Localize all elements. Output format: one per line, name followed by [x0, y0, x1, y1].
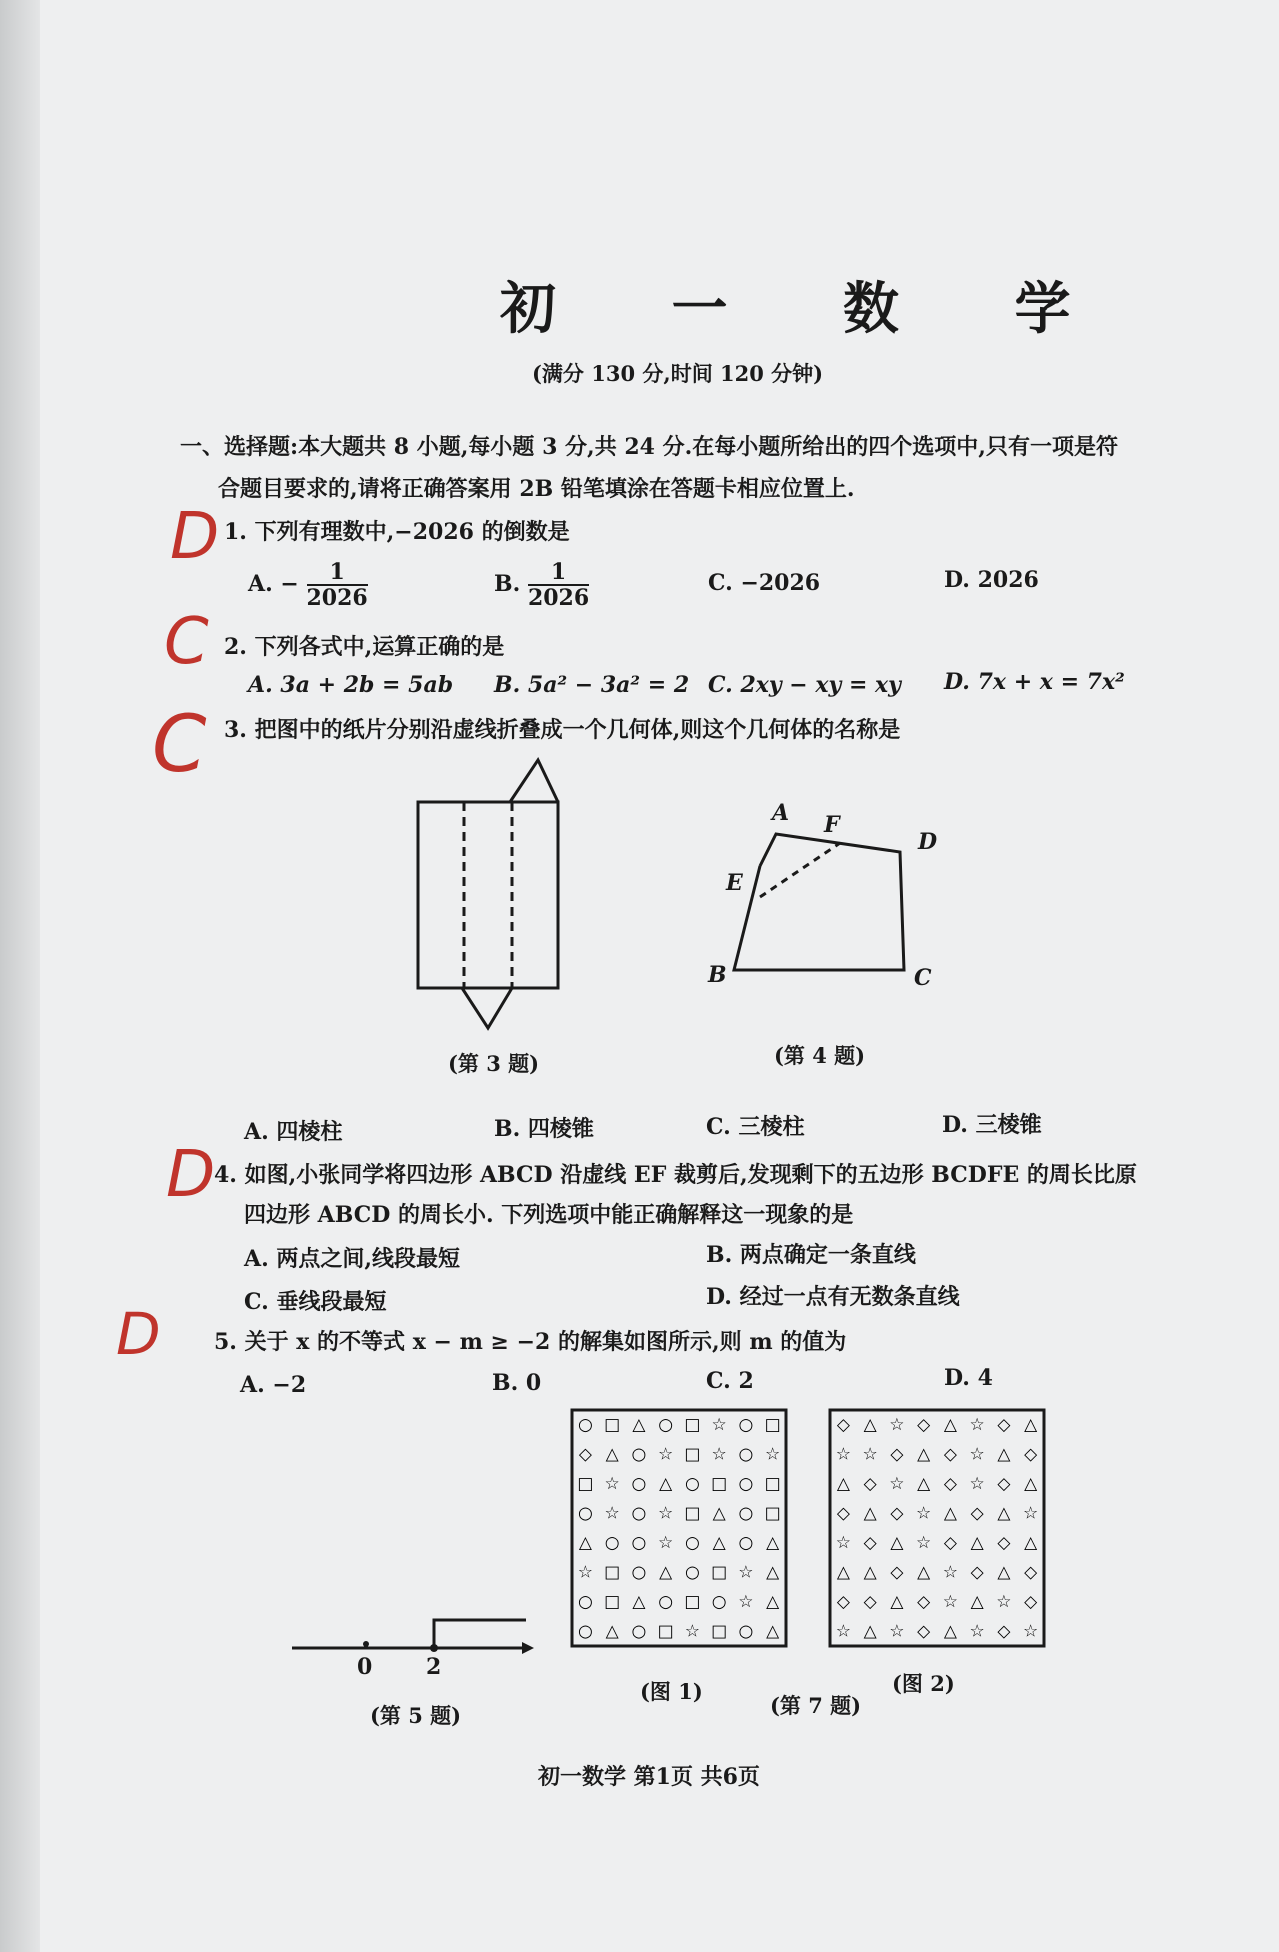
q7-grid2-cell: △ [943, 1621, 957, 1642]
q7-grid2-cell: △ [1024, 1473, 1038, 1494]
q7-grid1-cell: □ [684, 1414, 701, 1435]
q7-grid1-cell: ☆ [711, 1414, 727, 1435]
q3-option-d: D. 三棱锥 [942, 1112, 1042, 1138]
q7-grid2-cell: △ [943, 1414, 957, 1435]
q5-axis-label-2: 2 [426, 1654, 442, 1680]
q7-grid2-cell: ◇ [1024, 1562, 1038, 1583]
q7-grid1-cell: □ [764, 1414, 781, 1435]
q7-grid2-cell: ◇ [970, 1562, 984, 1583]
q7-grid1-cell: ○ [658, 1414, 674, 1435]
q7-grid1-cell: □ [684, 1591, 701, 1612]
q7-grid1-cell: ○ [711, 1591, 727, 1612]
q5-option-c: C. 2 [706, 1368, 754, 1394]
q4-option-c: C. 垂线段最短 [244, 1289, 387, 1315]
q7-grid2-cell: ◇ [917, 1414, 931, 1435]
q7-grid2-cell: △ [917, 1562, 931, 1583]
q7-figure1-caption: (图 1) [640, 1679, 703, 1704]
q7-grid2-cell: △ [997, 1562, 1011, 1583]
q7-grid1-cell: ○ [738, 1444, 754, 1465]
page-subtitle: (满分 130 分,时间 120 分钟) [532, 361, 824, 386]
q7-grid1-cell: ◇ [578, 1444, 592, 1465]
q7-grid2-cell: △ [890, 1532, 904, 1553]
q7-grid1-cell: △ [605, 1444, 619, 1465]
q4-option-d: D. 经过一点有无数条直线 [706, 1284, 960, 1310]
q7-grid2-cell: ◇ [943, 1473, 957, 1494]
q7-grid1-cell: ☆ [658, 1532, 674, 1553]
q7-grid1-cell: ☆ [604, 1503, 620, 1524]
q7-grid1-cell: △ [659, 1562, 673, 1583]
q7-grid1-cell: ○ [631, 1503, 647, 1524]
q7-grid2-cell: ◇ [970, 1503, 984, 1524]
q7-grid1-cell: ☆ [577, 1562, 593, 1583]
q2-option-c: C. 2xy − xy = xy [708, 672, 901, 698]
q2-option-b: B. 5a² − 3a² = 2 [494, 672, 690, 698]
q2-option-d: D. 7x + x = 7x² [944, 669, 1125, 695]
q7-grid2-cell: △ [917, 1444, 931, 1465]
q7-grid2-cell: ☆ [889, 1473, 905, 1494]
q7-grid2-cell: ◇ [1024, 1591, 1038, 1612]
q7-grid2-cell: ☆ [942, 1591, 958, 1612]
q7-grid1-cell: △ [712, 1503, 726, 1524]
q5-figure-caption: (第 5 题) [370, 1703, 462, 1728]
q7-grid2-cell: ◇ [836, 1591, 850, 1612]
q5-handwritten-mark: D [116, 1300, 161, 1368]
q7-grid2-cell: ◇ [997, 1532, 1011, 1553]
q7-grid2-cell: ☆ [969, 1473, 985, 1494]
q7-grid2-cell: △ [863, 1414, 877, 1435]
q4-figure-caption: (第 4 题) [774, 1043, 866, 1068]
q7-grid2-cell: ☆ [889, 1621, 905, 1642]
q7-grid1-cell: △ [632, 1414, 646, 1435]
q7-grid1-cell: △ [712, 1532, 726, 1553]
q3-option-a: A. 四棱柱 [244, 1119, 343, 1145]
q7-grid2-cell: △ [997, 1503, 1011, 1524]
q7-grid2-cell: ◇ [917, 1591, 931, 1612]
q7-grid1-cell: ☆ [765, 1444, 781, 1465]
q7-grid1-cell: ○ [684, 1473, 700, 1494]
q7-grid1-cell: □ [604, 1591, 621, 1612]
q1-option-c: C. −2026 [708, 570, 821, 596]
q7-grid1-cell: ○ [738, 1532, 754, 1553]
q3-option-c: C. 三棱柱 [706, 1114, 805, 1140]
q7-grid1-cell: ○ [577, 1621, 593, 1642]
q7-grid1-cell: □ [684, 1444, 701, 1465]
q3-handwritten-mark: C [152, 700, 207, 790]
q7-grid1-cell: □ [711, 1473, 728, 1494]
q7-grid1-cell: ○ [738, 1414, 754, 1435]
q7-grid2-cell: ◇ [863, 1473, 877, 1494]
q4-label-c: C [914, 965, 932, 991]
q7-grid2-cell: ◇ [890, 1562, 904, 1583]
q7-grid2-cell: ◇ [997, 1473, 1011, 1494]
q5-option-d: D. 4 [944, 1365, 993, 1391]
q7-grid1-cell: △ [605, 1621, 619, 1642]
q7-grid2-cell: ☆ [942, 1562, 958, 1583]
q7-grid1-cell: ○ [658, 1591, 674, 1612]
q1-option-d: D. 2026 [944, 567, 1039, 593]
q7-grid1-cell: ☆ [658, 1444, 674, 1465]
q4-stem-line1: 4. 如图,小张同学将四边形 ABCD 沿虚线 EF 裁剪后,发现剩下的五边形 BCDFE 的周长比原 [214, 1162, 1137, 1188]
q4-handwritten-mark: D [166, 1138, 216, 1212]
q5-option-b: B. 0 [492, 1370, 542, 1396]
q7-grid2-cell: ☆ [1023, 1621, 1039, 1642]
q7-grid2-cell: △ [997, 1444, 1011, 1465]
q7-grid1-cell: ○ [684, 1532, 700, 1553]
q7-grid1-cell: △ [659, 1473, 673, 1494]
q7-grid2-cell: ☆ [862, 1444, 878, 1465]
q4-stem-line2: 四边形 ABCD 的周长小. 下列选项中能正确解释这一现象的是 [244, 1202, 854, 1228]
q7-grid2-cell: ☆ [889, 1414, 905, 1435]
q7-grid2-cell: ◇ [836, 1503, 850, 1524]
q7-grid2-cell: ◇ [863, 1532, 877, 1553]
q7-grid1-cell: ○ [577, 1503, 593, 1524]
q7-grid1-cell: ○ [631, 1532, 647, 1553]
q7-grid1-cell: ○ [577, 1414, 593, 1435]
q7-grid1-cell: ☆ [711, 1444, 727, 1465]
q7-grid1-cell: △ [578, 1532, 592, 1553]
q7-grid1-cell: □ [604, 1562, 621, 1583]
q7-grid2-cell: ◇ [863, 1591, 877, 1612]
q7-grid2-cell: △ [863, 1503, 877, 1524]
q1-option-b: B. $\frac{1}{2026}$ [494, 559, 590, 612]
q7-grid1-cell: ○ [738, 1503, 754, 1524]
q5-stem: 5. 关于 x 的不等式 x − m ≥ −2 的解集如图所示,则 m 的值为 [214, 1329, 847, 1355]
page-footer: 初一数学 第1页 共6页 [538, 1764, 760, 1790]
q1-option-a: A. − $\frac{1}{2026}$ [248, 559, 368, 612]
q4-label-b: B [708, 962, 727, 988]
q7-grid1-cell: ☆ [604, 1473, 620, 1494]
q7-grid1-cell: □ [604, 1414, 621, 1435]
q7-grid2-cell: ◇ [917, 1621, 931, 1642]
q7-grid1-cell: ○ [577, 1591, 593, 1612]
q7-grid2-cell: △ [863, 1562, 877, 1583]
q7-figure-caption: (第 7 题) [770, 1693, 862, 1718]
q7-grid1-cell: ○ [684, 1562, 700, 1583]
q2-option-a: A. 3a + 2b = 5ab [248, 672, 454, 698]
q7-grid2-cell: ☆ [835, 1621, 851, 1642]
q7-grid1-cell: △ [766, 1621, 780, 1642]
q7-grid-figure-2 [828, 1408, 1046, 1648]
q7-grid2-cell: ◇ [997, 1621, 1011, 1642]
q7-grid1-cell: □ [711, 1562, 728, 1583]
q7-grid1-cell: □ [764, 1503, 781, 1524]
q1-handwritten-mark: D [170, 500, 220, 574]
q1-stem: 1. 下列有理数中,−2026 的倒数是 [224, 519, 570, 545]
q7-grid2-cell: ☆ [916, 1503, 932, 1524]
q7-grid1-cell: ○ [631, 1562, 647, 1583]
q7-figure2-caption: (图 2) [892, 1671, 955, 1696]
q3-option-b: B. 四棱锥 [494, 1116, 594, 1142]
q7-grid2-cell: △ [863, 1621, 877, 1642]
q7-grid2-cell: ☆ [969, 1414, 985, 1435]
q7-grid1-cell: □ [684, 1503, 701, 1524]
q7-grid2-cell: △ [943, 1503, 957, 1524]
q7-grid1-cell: ○ [738, 1473, 754, 1494]
q5-axis-label-0: 0 [357, 1654, 373, 1680]
q7-grid2-cell: △ [970, 1591, 984, 1612]
page-title: 初 一 数 学 [500, 276, 1119, 342]
q7-grid-figure-1 [570, 1408, 788, 1648]
q3-figure-caption: (第 3 题) [448, 1051, 540, 1076]
q7-grid2-cell: △ [917, 1473, 931, 1494]
q2-stem: 2. 下列各式中,运算正确的是 [224, 634, 505, 660]
q3-stem: 3. 把图中的纸片分别沿虚线折叠成一个几何体,则这个几何体的名称是 [224, 717, 901, 743]
q7-grid1-cell: △ [766, 1562, 780, 1583]
q4-label-d: D [918, 829, 938, 855]
q4-label-e: E [726, 870, 743, 896]
q7-grid2-cell: ◇ [943, 1532, 957, 1553]
q4-option-b: B. 两点确定一条直线 [706, 1242, 916, 1268]
q2-handwritten-mark: C [164, 605, 209, 679]
q7-grid2-cell: △ [836, 1473, 850, 1494]
q4-label-a: A [772, 800, 790, 826]
q7-grid1-cell: ○ [604, 1532, 620, 1553]
q7-grid2-cell: △ [1024, 1414, 1038, 1435]
section-intro-line2: 合题目要求的,请将正确答案用 2B 铅笔填涂在答题卡相应位置上. [218, 476, 855, 502]
q7-grid1-cell: ☆ [738, 1591, 754, 1612]
q7-grid2-cell: ☆ [916, 1532, 932, 1553]
q7-grid2-cell: △ [836, 1562, 850, 1583]
q4-label-f: F [824, 812, 840, 838]
q4-option-a: A. 两点之间,线段最短 [244, 1246, 461, 1272]
q7-grid2-cell: ◇ [1024, 1444, 1038, 1465]
q7-grid2-cell: △ [1024, 1532, 1038, 1553]
q7-grid1-cell: □ [764, 1473, 781, 1494]
q7-grid1-cell: □ [577, 1473, 594, 1494]
q7-grid2-cell: ☆ [969, 1444, 985, 1465]
q7-grid1-cell: △ [766, 1591, 780, 1612]
q7-grid1-cell: ☆ [658, 1503, 674, 1524]
q7-grid1-cell: □ [711, 1621, 728, 1642]
q7-grid2-cell: ◇ [943, 1444, 957, 1465]
q5-option-a: A. −2 [240, 1372, 307, 1398]
q7-grid1-cell: □ [657, 1621, 674, 1642]
q7-grid2-cell: ☆ [835, 1444, 851, 1465]
q7-grid2-cell: △ [970, 1532, 984, 1553]
q7-grid2-cell: ◇ [890, 1444, 904, 1465]
q7-grid2-cell: ◇ [836, 1414, 850, 1435]
q7-grid2-cell: ☆ [996, 1591, 1012, 1612]
q7-grid2-cell: △ [890, 1591, 904, 1612]
q7-grid2-cell: ◇ [890, 1503, 904, 1524]
q7-grid1-cell: △ [632, 1591, 646, 1612]
q7-grid1-cell: ☆ [738, 1562, 754, 1583]
q7-grid2-cell: ☆ [835, 1532, 851, 1553]
q7-grid1-cell: △ [766, 1532, 780, 1553]
q7-grid2-cell: ☆ [969, 1621, 985, 1642]
q7-grid2-cell: ☆ [1023, 1503, 1039, 1524]
q7-grid1-cell: ○ [738, 1621, 754, 1642]
q7-grid1-cell: ☆ [684, 1621, 700, 1642]
q7-grid1-cell: ○ [631, 1444, 647, 1465]
q7-grid1-cell: ○ [631, 1621, 647, 1642]
q7-grid1-cell: ○ [631, 1473, 647, 1494]
section-intro-line1: 一、选择题:本大题共 8 小题,每小题 3 分,共 24 分.在每小题所给出的四个选项中,只有一项是符 [180, 434, 1118, 460]
q7-grid2-cell: ◇ [997, 1414, 1011, 1435]
